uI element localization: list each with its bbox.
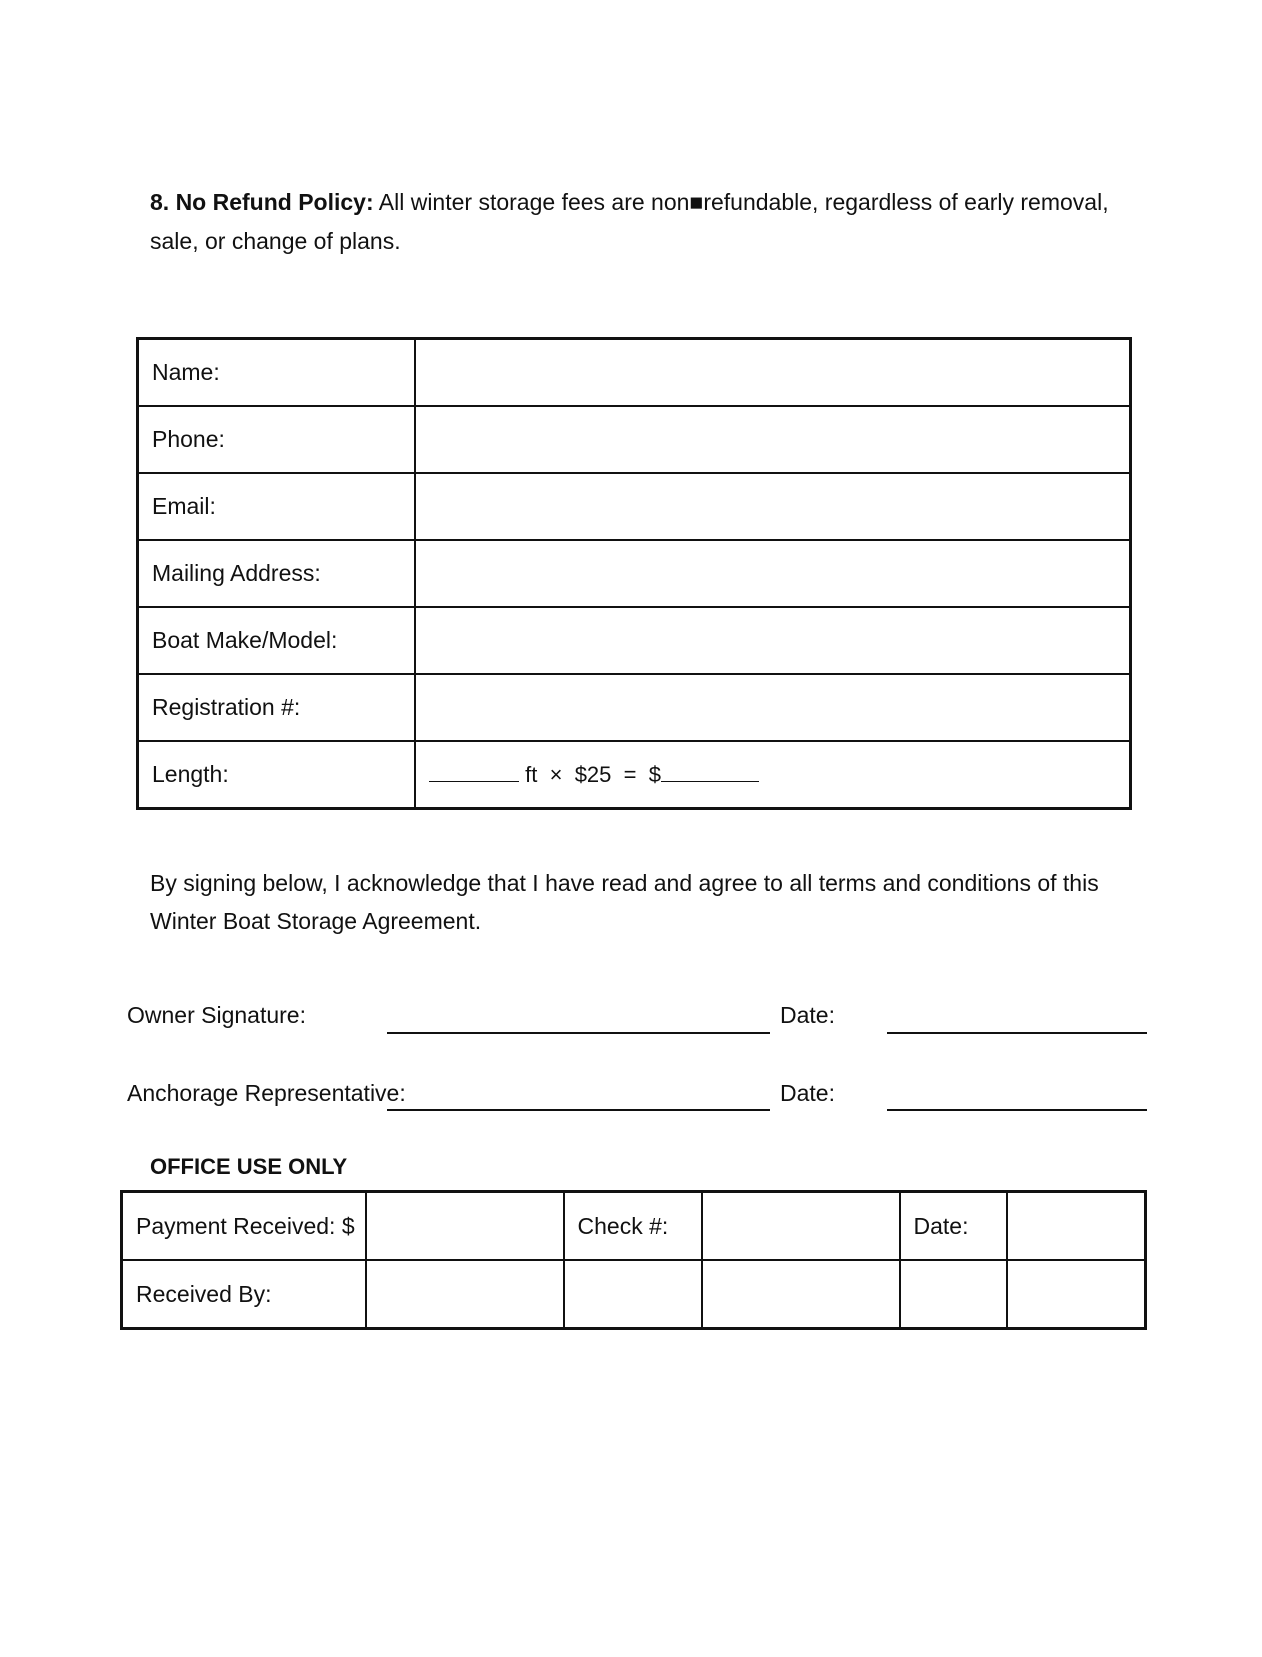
length-feet-blank[interactable] — [429, 763, 519, 782]
policy-text: All winter storage fees are non■refundable, regardless of early removal, sale, or change of plans. — [150, 189, 1109, 254]
table-row — [138, 406, 1131, 473]
table-row — [138, 540, 1131, 607]
table-row — [138, 339, 1131, 407]
equals-sign: = — [623, 762, 637, 787]
name-field[interactable] — [415, 339, 1131, 407]
office-empty-cell[interactable] — [702, 1260, 900, 1329]
registration-field[interactable] — [415, 674, 1131, 741]
owner-signature-label: Owner Signature: — [127, 1002, 306, 1028]
length-calculation — [429, 762, 759, 787]
table-row — [138, 607, 1131, 674]
rate: $25 — [574, 762, 612, 787]
registration-label: Registration #: — [138, 674, 416, 741]
boat-make-model-label: Boat Make/Model: — [138, 607, 416, 674]
phone-label: Phone: — [138, 406, 416, 473]
representative-signature-label: Anchorage Representative: — [127, 1080, 406, 1106]
office-date-field[interactable] — [1007, 1192, 1146, 1261]
table-row — [138, 741, 1131, 809]
no-refund-policy-paragraph — [150, 183, 1110, 261]
office-empty-cell[interactable] — [900, 1260, 1007, 1329]
total-currency: $ — [648, 762, 661, 787]
check-number-field[interactable] — [702, 1192, 900, 1261]
mailing-address-field[interactable] — [415, 540, 1131, 607]
length-calc-cell — [415, 741, 1131, 809]
check-number-label: Check #: — [564, 1192, 702, 1261]
multiply-sign: × — [549, 762, 563, 787]
phone-field[interactable] — [415, 406, 1131, 473]
table-row — [138, 473, 1131, 540]
office-use-table — [120, 1190, 1147, 1330]
table-row — [122, 1260, 1146, 1329]
boat-owner-info-table — [136, 337, 1132, 810]
received-by-label: Received By: — [122, 1260, 366, 1329]
representative-signature-line[interactable] — [387, 1109, 770, 1111]
policy-title: 8. No Refund Policy: — [150, 189, 374, 215]
office-date-label: Date: — [900, 1192, 1007, 1261]
length-unit: ft — [525, 762, 538, 787]
representative-date-line[interactable] — [887, 1109, 1147, 1111]
received-by-field[interactable] — [366, 1260, 564, 1329]
table-row — [138, 674, 1131, 741]
length-label: Length: — [138, 741, 416, 809]
email-label: Email: — [138, 473, 416, 540]
email-field[interactable] — [415, 473, 1131, 540]
office-use-only-heading: OFFICE USE ONLY — [150, 1154, 348, 1179]
office-empty-cell[interactable] — [564, 1260, 702, 1329]
owner-date-label: Date: — [780, 1002, 835, 1028]
representative-date-label: Date: — [780, 1080, 835, 1106]
boat-make-model-field[interactable] — [415, 607, 1131, 674]
payment-received-label: Payment Received: $ — [122, 1192, 366, 1261]
owner-date-line[interactable] — [887, 1032, 1147, 1034]
owner-signature-line[interactable] — [387, 1032, 770, 1034]
acknowledgement-text: By signing below, I acknowledge that I have read and agree to all terms and conditions of this Winter Boat Storage Agreement. — [150, 870, 1099, 934]
name-label: Name: — [138, 339, 416, 407]
payment-received-field[interactable] — [366, 1192, 564, 1261]
table-row — [122, 1192, 1146, 1261]
mailing-address-label: Mailing Address: — [138, 540, 416, 607]
office-empty-cell[interactable] — [1007, 1260, 1146, 1329]
total-amount-blank[interactable] — [661, 763, 759, 782]
